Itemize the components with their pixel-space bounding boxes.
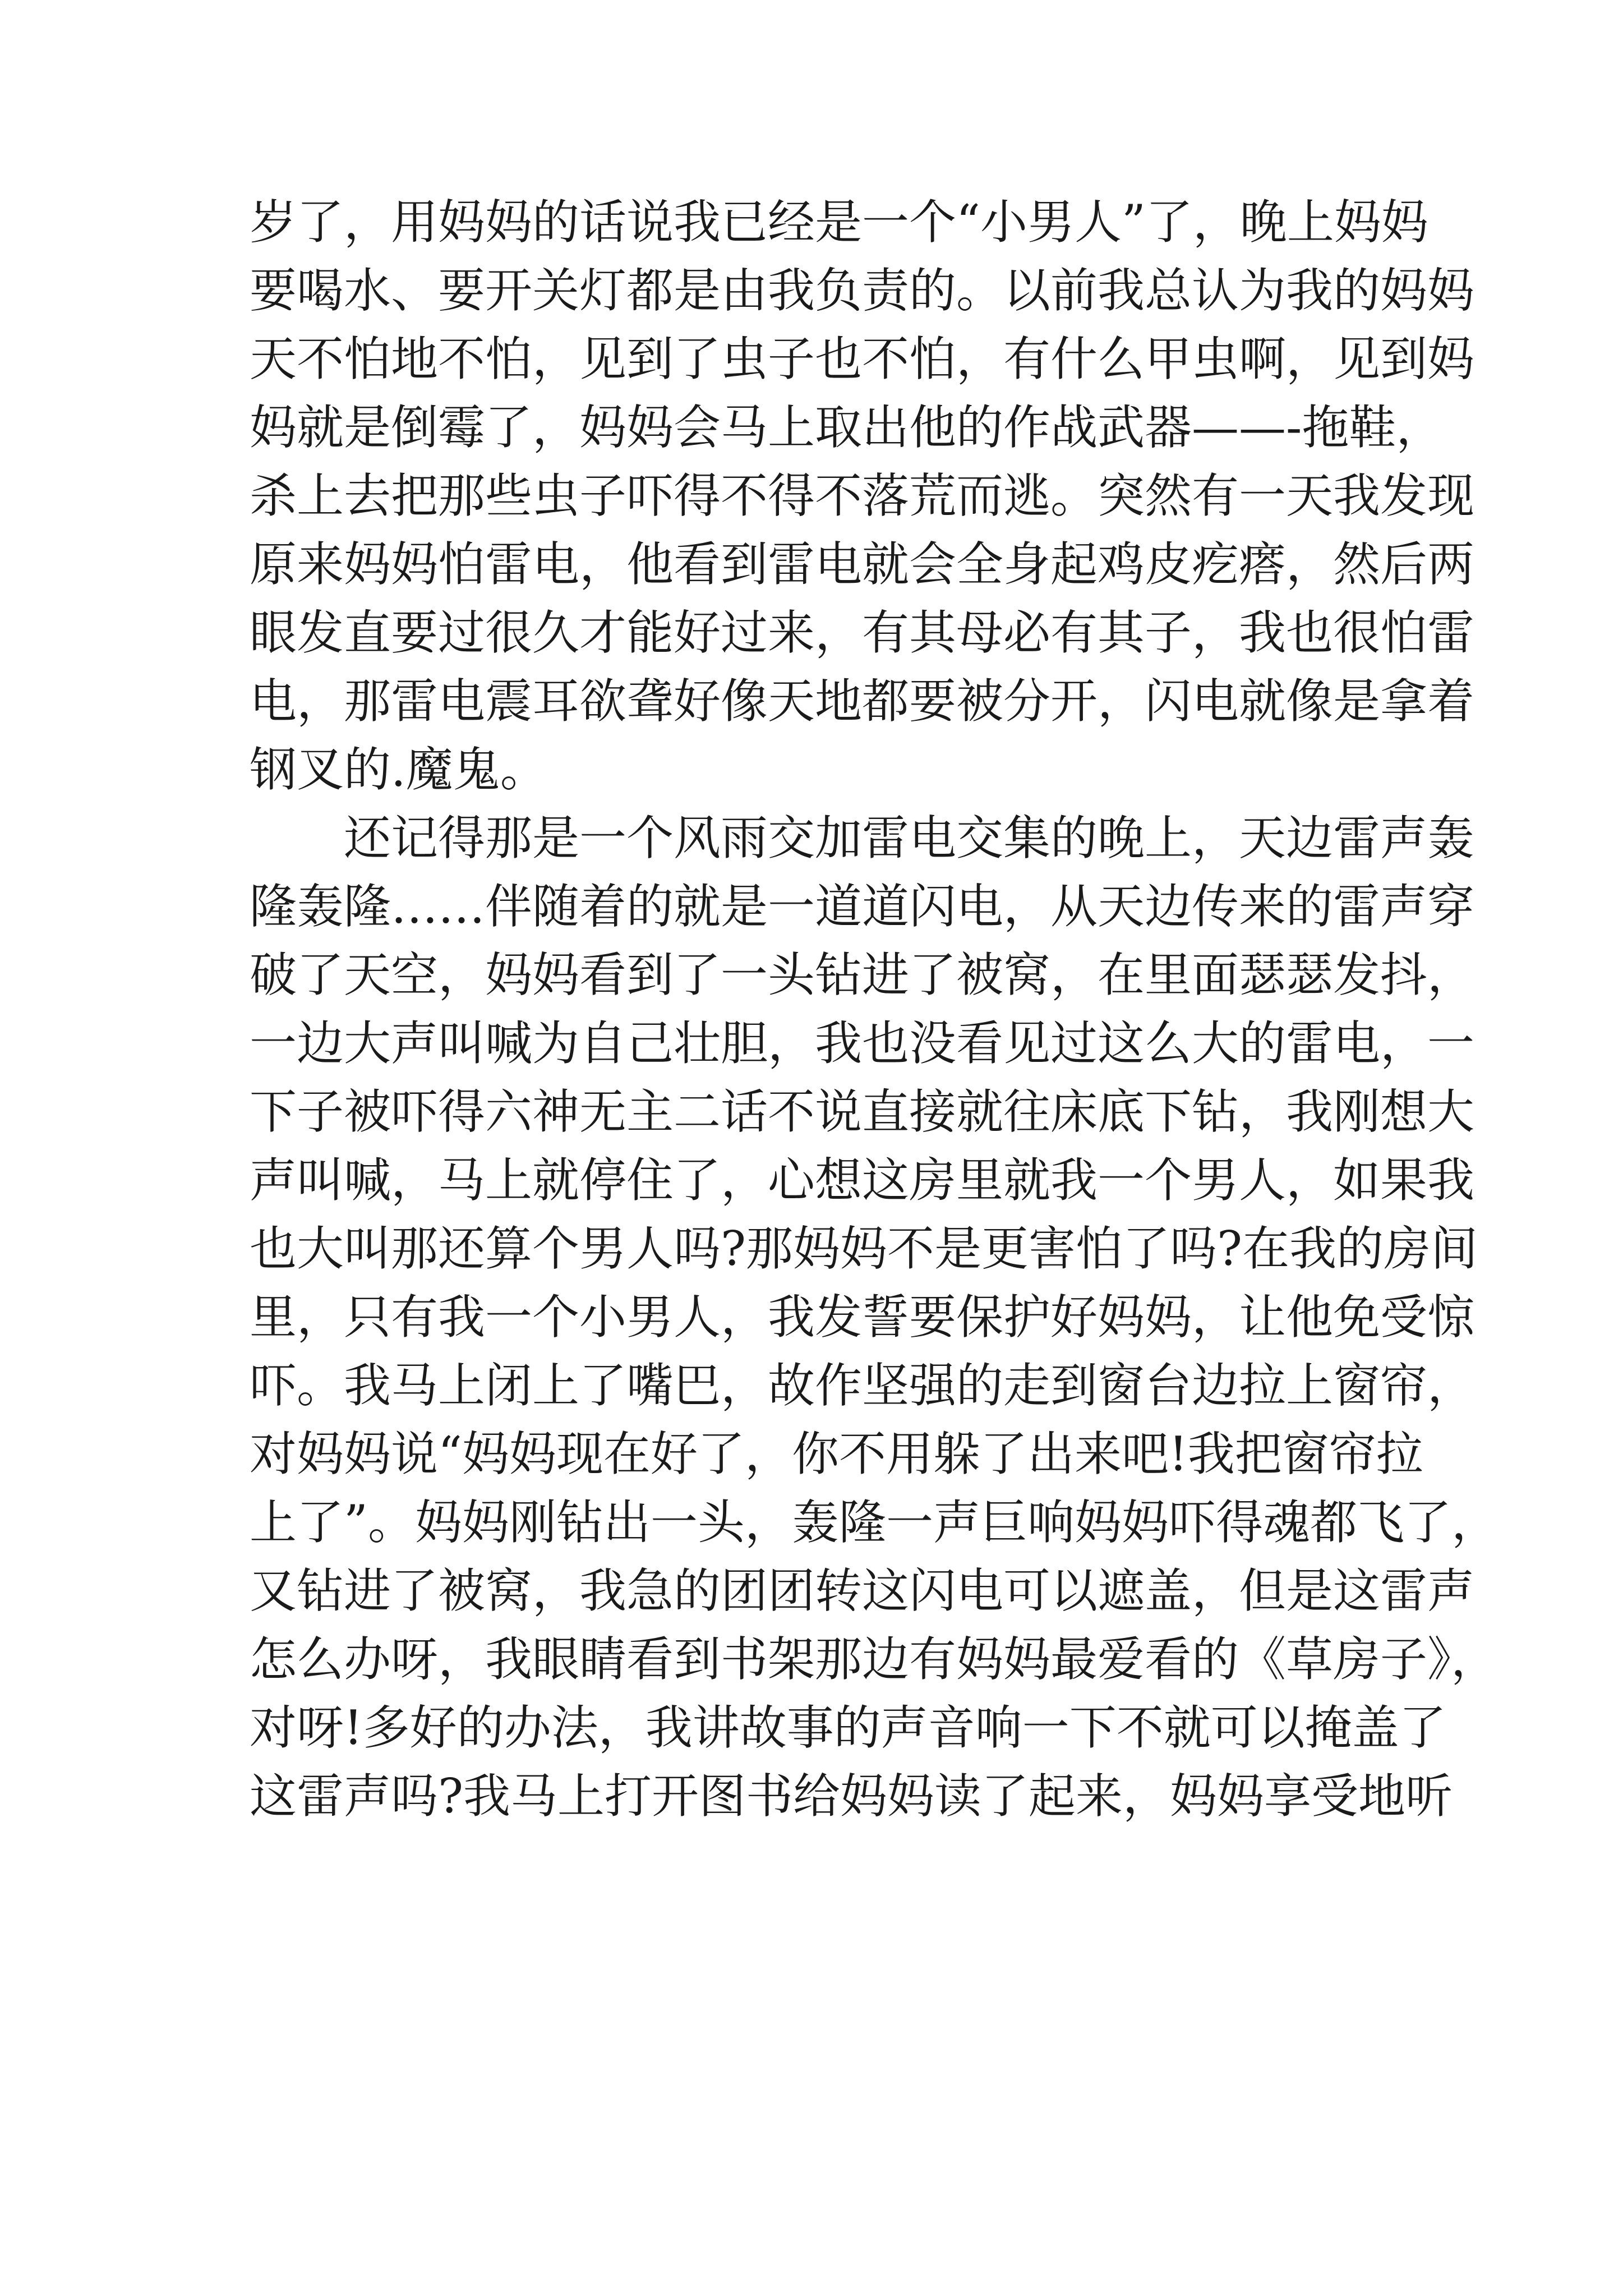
paragraph-start-line: 还记得那是一个风雨交加雷电交集的晚上，天边雷声轰 <box>344 811 1475 866</box>
text-line: 妈就是倒霉了，妈妈会马上取出他的作战武器——-拖鞋， <box>250 400 1444 455</box>
text-line: 上了”。妈妈刚钻出一头，轰隆一声巨响妈妈吓得魂都飞了， <box>250 1495 1498 1550</box>
text-line: 声叫喊，马上就停住了，心想这房里就我一个男人，如果我 <box>250 1153 1475 1208</box>
text-line: 隆轰隆……伴随着的就是一道道闪电，从天边传来的雷声穿 <box>250 879 1475 934</box>
text-line: 岁了，用妈妈的话说我已经是一个“小男人”了，晚上妈妈 <box>250 195 1428 250</box>
text-line: 对呀!多好的办法，我讲故事的声音响一下不就可以掩盖了 <box>250 1700 1446 1755</box>
text-line: 眼发直要过很久才能好过来，有其母必有其子，我也很怕雷 <box>250 605 1475 660</box>
text-line: 电，那雷电震耳欲聋好像天地都要被分开，闪电就像是拿着 <box>250 674 1475 729</box>
text-line: 天不怕地不怕，见到了虫子也不怕，有什么甲虫啊，见到妈 <box>250 332 1475 386</box>
text-line: 一边大声叫喊为自己壮胆，我也没看见过这么大的雷电，一 <box>250 1016 1475 1071</box>
text-line: 吓。我马上闭上了嘴巴，故作坚强的走到窗台边拉上窗帘， <box>250 1358 1475 1413</box>
text-line: 里，只有我一个小男人，我发誓要保护好妈妈，让他免受惊 <box>250 1290 1475 1345</box>
text-line: 下子被吓得六神无主二话不说直接就往床底下钻，我刚想大 <box>250 1084 1475 1139</box>
body-text <box>250 188 1498 1830</box>
text-line: 要喝水、要开关灯都是由我负责的。以前我总认为我的妈妈 <box>250 263 1475 318</box>
text-line: 也大叫那还算个男人吗?那妈妈不是更害怕了吗?在我的房间 <box>250 1221 1478 1276</box>
text-line: 钢叉的.魔鬼。 <box>250 742 547 797</box>
text-line: 这雷声吗?我马上打开图书给妈妈读了起来，妈妈享受地听 <box>250 1769 1453 1824</box>
text-line: 杀上去把那些虫子吓得不得不落荒而逃。突然有一天我发现 <box>250 468 1475 523</box>
text-line: 怎么办呀，我眼睛看到书架那边有妈妈最爱看的《草房子》， <box>250 1632 1498 1687</box>
text-line: 原来妈妈怕雷电，他看到雷电就会全身起鸡皮疙瘩，然后两 <box>250 537 1475 592</box>
text-line: 又钻进了被窝，我急的团团转这闪电可以遮盖，但是这雷声 <box>250 1563 1475 1618</box>
text-line: 破了天空，妈妈看到了一头钻进了被窝，在里面瑟瑟发抖， <box>250 947 1475 1002</box>
text-line: 对妈妈说“妈妈现在好了，你不用躲了出来吧!我把窗帘拉 <box>250 1427 1423 1481</box>
